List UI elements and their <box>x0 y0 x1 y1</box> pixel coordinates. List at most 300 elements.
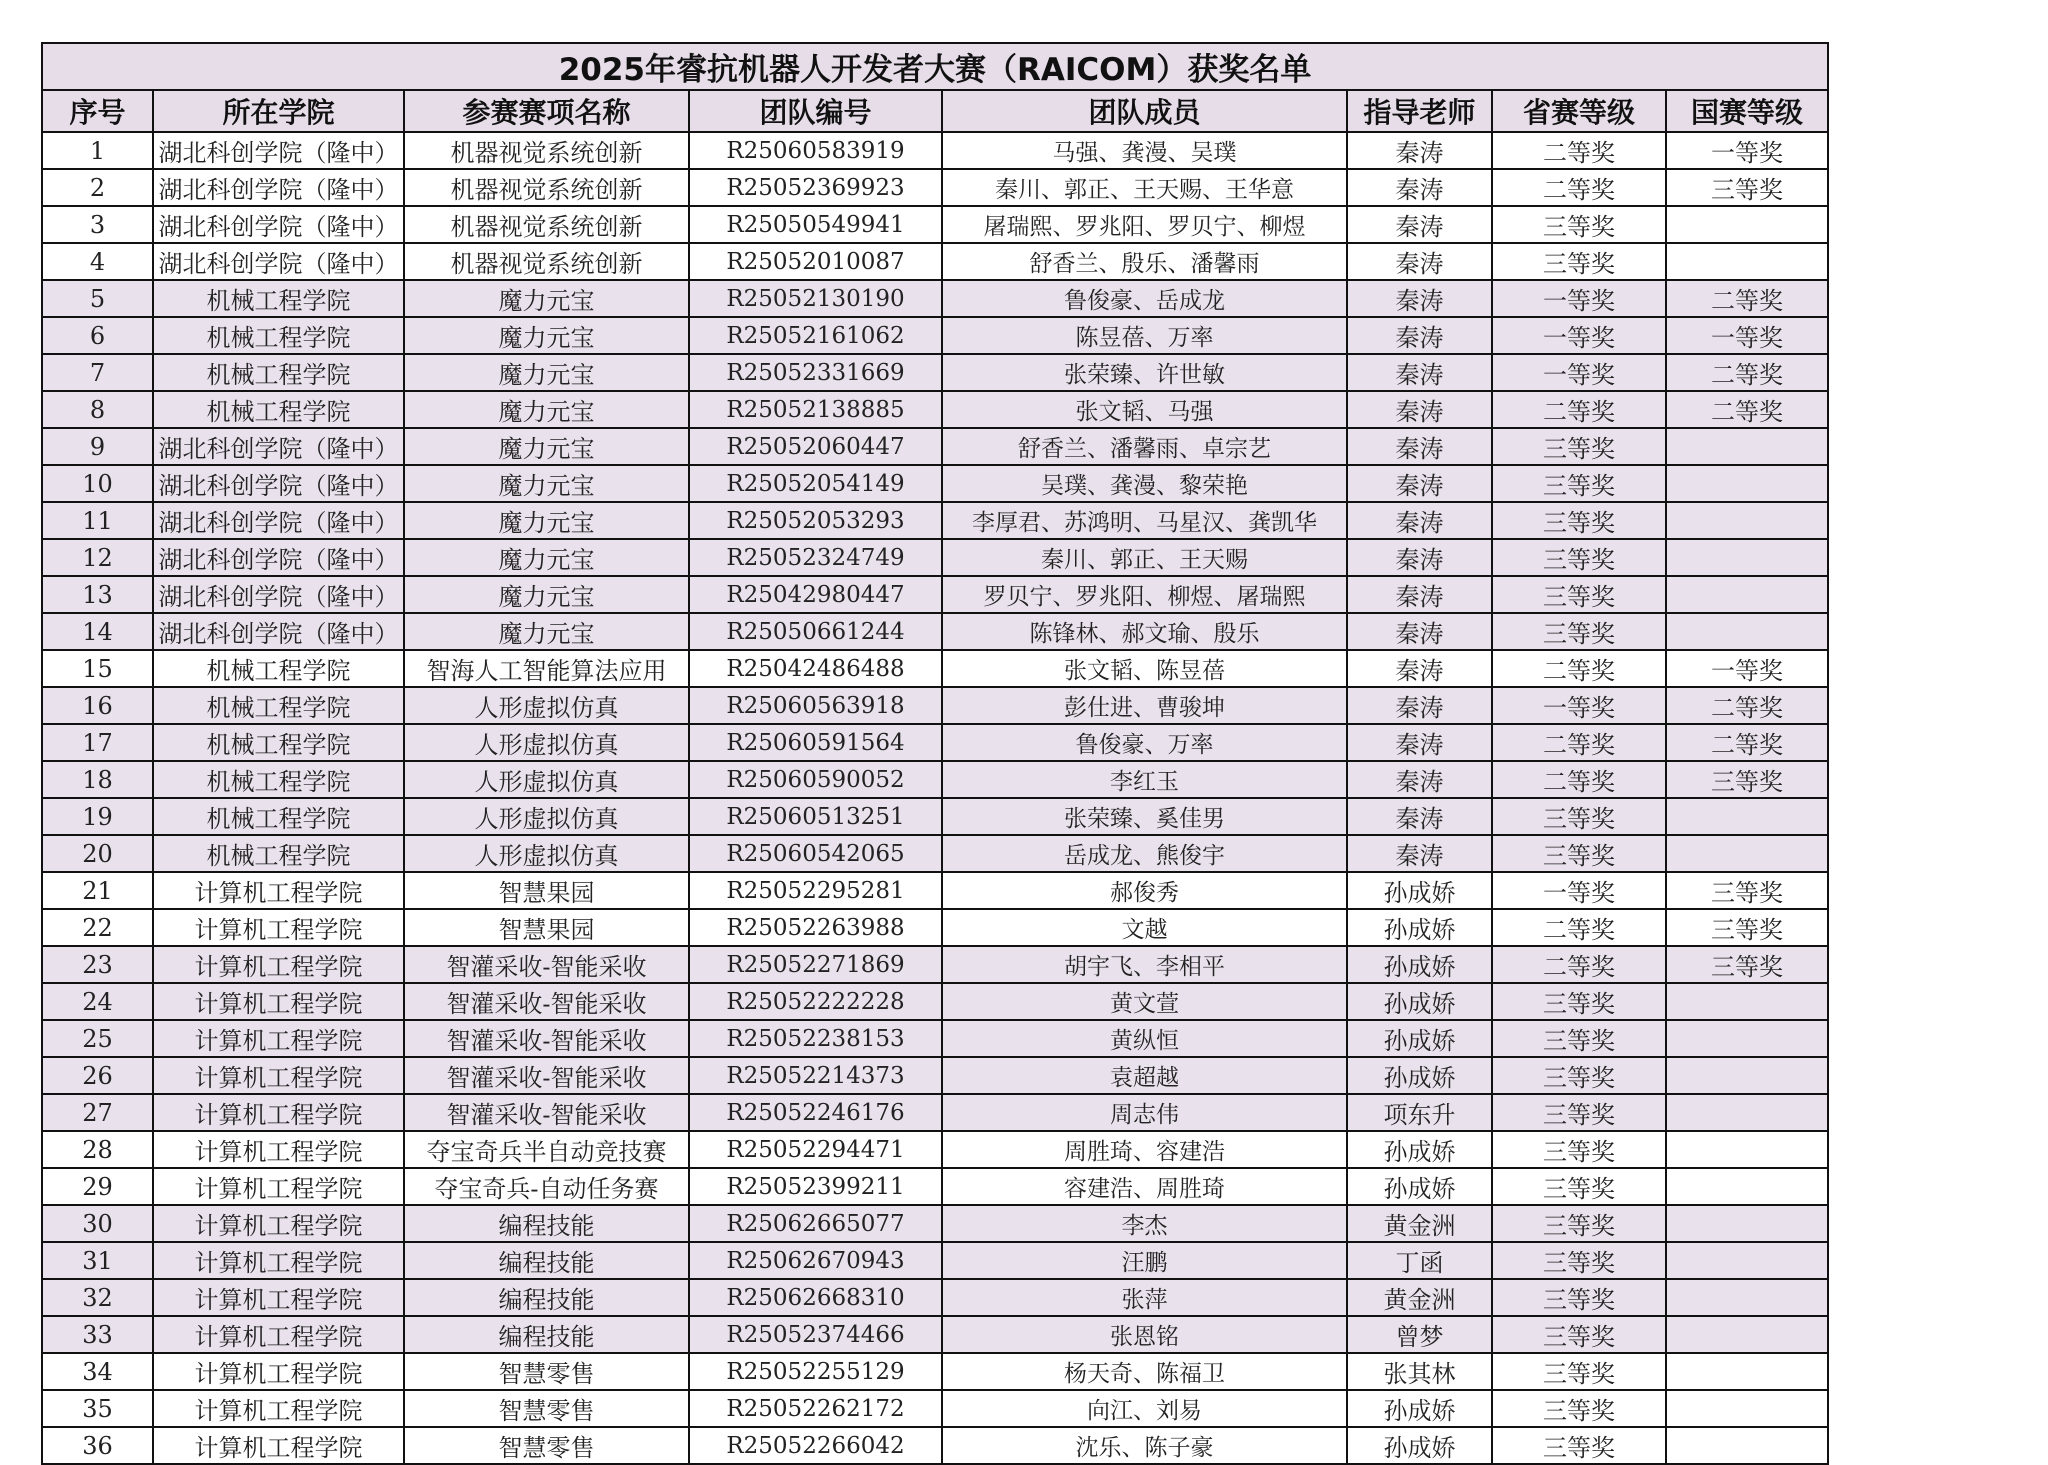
cell-event: 机器视觉系统创新 <box>404 243 689 280</box>
cell-members: 张文韬、陈昱蓓 <box>942 650 1347 687</box>
cell-team-id: R25052238153 <box>689 1020 942 1057</box>
cell-national-level: 二等奖 <box>1666 724 1828 761</box>
table-row <box>42 1353 1828 1390</box>
cell-college: 湖北科创学院（隆中） <box>153 243 404 280</box>
cell-event: 智慧零售 <box>404 1353 689 1390</box>
header-national-level: 国赛等级 <box>1666 90 1828 132</box>
cell-event: 魔力元宝 <box>404 613 689 650</box>
cell-team-id: R25052246176 <box>689 1094 942 1131</box>
cell-college: 机械工程学院 <box>153 391 404 428</box>
cell-event: 编程技能 <box>404 1279 689 1316</box>
cell-no: 24 <box>42 983 153 1020</box>
cell-advisor: 秦涛 <box>1347 132 1492 169</box>
cell-national-level <box>1666 465 1828 502</box>
cell-provincial-level: 一等奖 <box>1492 280 1666 317</box>
cell-advisor: 秦涛 <box>1347 280 1492 317</box>
cell-team-id: R25052138885 <box>689 391 942 428</box>
cell-no: 12 <box>42 539 153 576</box>
cell-no: 34 <box>42 1353 153 1390</box>
cell-team-id: R25052324749 <box>689 539 942 576</box>
cell-no: 5 <box>42 280 153 317</box>
cell-provincial-level: 三等奖 <box>1492 835 1666 872</box>
cell-college: 机械工程学院 <box>153 354 404 391</box>
cell-provincial-level: 三等奖 <box>1492 1020 1666 1057</box>
cell-provincial-level: 一等奖 <box>1492 872 1666 909</box>
cell-event: 人形虚拟仿真 <box>404 798 689 835</box>
cell-national-level <box>1666 983 1828 1020</box>
table-row <box>42 1316 1828 1353</box>
cell-team-id: R25052214373 <box>689 1057 942 1094</box>
cell-advisor: 孙成娇 <box>1347 872 1492 909</box>
cell-provincial-level: 一等奖 <box>1492 317 1666 354</box>
cell-team-id: R25042980447 <box>689 576 942 613</box>
cell-members: 岳成龙、熊俊宇 <box>942 835 1347 872</box>
cell-provincial-level: 三等奖 <box>1492 1205 1666 1242</box>
cell-team-id: R25052331669 <box>689 354 942 391</box>
cell-college: 机械工程学院 <box>153 798 404 835</box>
cell-advisor: 秦涛 <box>1347 539 1492 576</box>
cell-national-level <box>1666 1353 1828 1390</box>
cell-college: 计算机工程学院 <box>153 1279 404 1316</box>
cell-team-id: R25060583919 <box>689 132 942 169</box>
cell-team-id: R25042486488 <box>689 650 942 687</box>
cell-members: 袁超越 <box>942 1057 1347 1094</box>
cell-members: 屠瑞熙、罗兆阳、罗贝宁、柳煜 <box>942 206 1347 243</box>
header-members: 团队成员 <box>942 90 1347 132</box>
cell-no: 29 <box>42 1168 153 1205</box>
header-provincial-level: 省赛等级 <box>1492 90 1666 132</box>
cell-event: 编程技能 <box>404 1242 689 1279</box>
cell-college: 湖北科创学院（隆中） <box>153 206 404 243</box>
cell-no: 14 <box>42 613 153 650</box>
cell-team-id: R25060590052 <box>689 761 942 798</box>
cell-national-level <box>1666 428 1828 465</box>
cell-college: 计算机工程学院 <box>153 983 404 1020</box>
cell-team-id: R25052054149 <box>689 465 942 502</box>
table-row <box>42 354 1828 391</box>
cell-members: 沈乐、陈子豪 <box>942 1427 1347 1464</box>
cell-national-level <box>1666 1427 1828 1464</box>
cell-team-id: R25052369923 <box>689 169 942 206</box>
cell-members: 吴璞、龚漫、黎荣艳 <box>942 465 1347 502</box>
cell-advisor: 秦涛 <box>1347 724 1492 761</box>
cell-provincial-level: 三等奖 <box>1492 576 1666 613</box>
table-row <box>42 650 1828 687</box>
cell-advisor: 孙成娇 <box>1347 1057 1492 1094</box>
cell-no: 35 <box>42 1390 153 1427</box>
cell-provincial-level: 三等奖 <box>1492 798 1666 835</box>
table-row <box>42 1390 1828 1427</box>
cell-provincial-level: 一等奖 <box>1492 354 1666 391</box>
table-row <box>42 502 1828 539</box>
table-row <box>42 946 1828 983</box>
table-row <box>42 1020 1828 1057</box>
table-row <box>42 835 1828 872</box>
cell-no: 10 <box>42 465 153 502</box>
cell-event: 魔力元宝 <box>404 576 689 613</box>
cell-event: 魔力元宝 <box>404 502 689 539</box>
cell-provincial-level: 三等奖 <box>1492 1057 1666 1094</box>
cell-members: 杨天奇、陈福卫 <box>942 1353 1347 1390</box>
cell-advisor: 孙成娇 <box>1347 1020 1492 1057</box>
cell-advisor: 秦涛 <box>1347 687 1492 724</box>
cell-members: 鲁俊豪、万率 <box>942 724 1347 761</box>
cell-no: 28 <box>42 1131 153 1168</box>
cell-college: 计算机工程学院 <box>153 1205 404 1242</box>
cell-advisor: 孙成娇 <box>1347 909 1492 946</box>
cell-provincial-level: 三等奖 <box>1492 1427 1666 1464</box>
cell-members: 鲁俊豪、岳成龙 <box>942 280 1347 317</box>
cell-advisor: 秦涛 <box>1347 317 1492 354</box>
cell-advisor: 秦涛 <box>1347 428 1492 465</box>
cell-team-id: R25052130190 <box>689 280 942 317</box>
cell-national-level <box>1666 798 1828 835</box>
cell-provincial-level: 三等奖 <box>1492 1131 1666 1168</box>
cell-no: 9 <box>42 428 153 465</box>
cell-no: 18 <box>42 761 153 798</box>
cell-advisor: 秦涛 <box>1347 243 1492 280</box>
table-row <box>42 132 1828 169</box>
cell-advisor: 孙成娇 <box>1347 1427 1492 1464</box>
cell-members: 张恩铭 <box>942 1316 1347 1353</box>
cell-no: 23 <box>42 946 153 983</box>
cell-provincial-level: 三等奖 <box>1492 613 1666 650</box>
cell-team-id: R25052255129 <box>689 1353 942 1390</box>
cell-college: 机械工程学院 <box>153 724 404 761</box>
cell-team-id: R25052399211 <box>689 1168 942 1205</box>
cell-advisor: 秦涛 <box>1347 650 1492 687</box>
cell-no: 26 <box>42 1057 153 1094</box>
cell-event: 编程技能 <box>404 1205 689 1242</box>
cell-college: 计算机工程学院 <box>153 872 404 909</box>
cell-event: 魔力元宝 <box>404 465 689 502</box>
cell-members: 张萍 <box>942 1279 1347 1316</box>
cell-team-id: R25060513251 <box>689 798 942 835</box>
cell-college: 湖北科创学院（隆中） <box>153 428 404 465</box>
cell-college: 湖北科创学院（隆中） <box>153 465 404 502</box>
table-row <box>42 206 1828 243</box>
cell-provincial-level: 二等奖 <box>1492 132 1666 169</box>
cell-team-id: R25052266042 <box>689 1427 942 1464</box>
cell-college: 计算机工程学院 <box>153 1020 404 1057</box>
cell-members: 陈锋林、郝文瑜、殷乐 <box>942 613 1347 650</box>
cell-event: 智慧零售 <box>404 1427 689 1464</box>
cell-national-level: 二等奖 <box>1666 391 1828 428</box>
cell-college: 机械工程学院 <box>153 835 404 872</box>
cell-team-id: R25052374466 <box>689 1316 942 1353</box>
cell-advisor: 孙成娇 <box>1347 1131 1492 1168</box>
cell-team-id: R25062665077 <box>689 1205 942 1242</box>
cell-event: 智慧零售 <box>404 1390 689 1427</box>
cell-national-level <box>1666 1168 1828 1205</box>
cell-national-level: 三等奖 <box>1666 909 1828 946</box>
cell-event: 人形虚拟仿真 <box>404 761 689 798</box>
table-row <box>42 1057 1828 1094</box>
cell-event: 机器视觉系统创新 <box>404 169 689 206</box>
cell-provincial-level: 三等奖 <box>1492 1316 1666 1353</box>
cell-national-level <box>1666 613 1828 650</box>
cell-members: 周志伟 <box>942 1094 1347 1131</box>
cell-advisor: 孙成娇 <box>1347 1390 1492 1427</box>
cell-national-level: 一等奖 <box>1666 650 1828 687</box>
cell-event: 魔力元宝 <box>404 391 689 428</box>
cell-advisor: 秦涛 <box>1347 169 1492 206</box>
cell-event: 魔力元宝 <box>404 428 689 465</box>
cell-advisor: 秦涛 <box>1347 465 1492 502</box>
cell-advisor: 秦涛 <box>1347 576 1492 613</box>
cell-members: 舒香兰、殷乐、潘馨雨 <box>942 243 1347 280</box>
cell-college: 湖北科创学院（隆中） <box>153 169 404 206</box>
header-event: 参赛赛项名称 <box>404 90 689 132</box>
cell-advisor: 曾梦 <box>1347 1316 1492 1353</box>
table-row <box>42 465 1828 502</box>
cell-event: 魔力元宝 <box>404 280 689 317</box>
cell-college: 计算机工程学院 <box>153 1168 404 1205</box>
cell-national-level <box>1666 1057 1828 1094</box>
table-row <box>42 169 1828 206</box>
cell-members: 秦川、郭正、王天赐 <box>942 539 1347 576</box>
cell-event: 智灌采收-智能采收 <box>404 983 689 1020</box>
table-row <box>42 761 1828 798</box>
cell-members: 张荣臻、许世敏 <box>942 354 1347 391</box>
table-row <box>42 1094 1828 1131</box>
cell-provincial-level: 三等奖 <box>1492 502 1666 539</box>
cell-members: 张文韬、马强 <box>942 391 1347 428</box>
cell-provincial-level: 二等奖 <box>1492 909 1666 946</box>
cell-team-id: R25052222228 <box>689 983 942 1020</box>
cell-no: 6 <box>42 317 153 354</box>
cell-provincial-level: 二等奖 <box>1492 650 1666 687</box>
cell-team-id: R25050549941 <box>689 206 942 243</box>
table-row <box>42 1427 1828 1464</box>
cell-provincial-level: 三等奖 <box>1492 1353 1666 1390</box>
cell-event: 人形虚拟仿真 <box>404 835 689 872</box>
cell-no: 30 <box>42 1205 153 1242</box>
cell-college: 机械工程学院 <box>153 650 404 687</box>
cell-college: 机械工程学院 <box>153 317 404 354</box>
header-college: 所在学院 <box>153 90 404 132</box>
cell-no: 7 <box>42 354 153 391</box>
cell-national-level: 一等奖 <box>1666 132 1828 169</box>
cell-national-level: 二等奖 <box>1666 354 1828 391</box>
header-row <box>42 90 1828 132</box>
cell-event: 魔力元宝 <box>404 317 689 354</box>
cell-event: 夺宝奇兵半自动竞技赛 <box>404 1131 689 1168</box>
cell-national-level <box>1666 1390 1828 1427</box>
cell-college: 计算机工程学院 <box>153 1094 404 1131</box>
cell-members: 容建浩、周胜琦 <box>942 1168 1347 1205</box>
cell-team-id: R25060591564 <box>689 724 942 761</box>
cell-national-level <box>1666 243 1828 280</box>
cell-advisor: 秦涛 <box>1347 613 1492 650</box>
cell-college: 湖北科创学院（隆中） <box>153 576 404 613</box>
cell-members: 汪鹏 <box>942 1242 1347 1279</box>
cell-advisor: 黄金洲 <box>1347 1205 1492 1242</box>
cell-no: 17 <box>42 724 153 761</box>
cell-college: 计算机工程学院 <box>153 946 404 983</box>
header-team-id: 团队编号 <box>689 90 942 132</box>
cell-members: 李杰 <box>942 1205 1347 1242</box>
cell-no: 2 <box>42 169 153 206</box>
cell-national-level <box>1666 1316 1828 1353</box>
cell-national-level: 三等奖 <box>1666 872 1828 909</box>
cell-event: 机器视觉系统创新 <box>404 132 689 169</box>
table-row <box>42 539 1828 576</box>
cell-college: 计算机工程学院 <box>153 1316 404 1353</box>
cell-event: 智慧果园 <box>404 872 689 909</box>
table-row <box>42 317 1828 354</box>
cell-provincial-level: 二等奖 <box>1492 391 1666 428</box>
cell-provincial-level: 三等奖 <box>1492 1242 1666 1279</box>
cell-event: 魔力元宝 <box>404 354 689 391</box>
cell-team-id: R25052271869 <box>689 946 942 983</box>
cell-college: 计算机工程学院 <box>153 1057 404 1094</box>
cell-provincial-level: 三等奖 <box>1492 1094 1666 1131</box>
cell-college: 机械工程学院 <box>153 687 404 724</box>
table-row <box>42 909 1828 946</box>
cell-members: 李厚君、苏鸿明、马星汉、龚凯华 <box>942 502 1347 539</box>
cell-advisor: 黄金洲 <box>1347 1279 1492 1316</box>
cell-members: 周胜琦、容建浩 <box>942 1131 1347 1168</box>
cell-college: 湖北科创学院（隆中） <box>153 132 404 169</box>
table-row <box>42 576 1828 613</box>
cell-event: 智灌采收-智能采收 <box>404 946 689 983</box>
cell-no: 31 <box>42 1242 153 1279</box>
cell-event: 魔力元宝 <box>404 539 689 576</box>
cell-team-id: R25052295281 <box>689 872 942 909</box>
cell-event: 人形虚拟仿真 <box>404 724 689 761</box>
cell-no: 1 <box>42 132 153 169</box>
table-row <box>42 872 1828 909</box>
cell-team-id: R25060563918 <box>689 687 942 724</box>
cell-national-level <box>1666 1094 1828 1131</box>
cell-team-id: R25052262172 <box>689 1390 942 1427</box>
cell-event: 智灌采收-智能采收 <box>404 1094 689 1131</box>
cell-national-level <box>1666 502 1828 539</box>
cell-team-id: R25052053293 <box>689 502 942 539</box>
cell-no: 11 <box>42 502 153 539</box>
cell-no: 13 <box>42 576 153 613</box>
cell-members: 文越 <box>942 909 1347 946</box>
cell-national-level: 一等奖 <box>1666 317 1828 354</box>
cell-national-level <box>1666 1020 1828 1057</box>
cell-event: 人形虚拟仿真 <box>404 687 689 724</box>
cell-advisor: 秦涛 <box>1347 835 1492 872</box>
cell-college: 湖北科创学院（隆中） <box>153 539 404 576</box>
cell-advisor: 秦涛 <box>1347 761 1492 798</box>
table-row <box>42 280 1828 317</box>
cell-members: 马强、龚漫、吴璞 <box>942 132 1347 169</box>
cell-advisor: 秦涛 <box>1347 354 1492 391</box>
cell-no: 8 <box>42 391 153 428</box>
cell-no: 15 <box>42 650 153 687</box>
cell-national-level <box>1666 1279 1828 1316</box>
cell-team-id: R25052161062 <box>689 317 942 354</box>
cell-event: 编程技能 <box>404 1316 689 1353</box>
table-row <box>42 1205 1828 1242</box>
cell-no: 16 <box>42 687 153 724</box>
cell-no: 32 <box>42 1279 153 1316</box>
cell-college: 计算机工程学院 <box>153 1390 404 1427</box>
cell-national-level: 三等奖 <box>1666 946 1828 983</box>
cell-national-level: 三等奖 <box>1666 761 1828 798</box>
cell-event: 夺宝奇兵-自动任务赛 <box>404 1168 689 1205</box>
cell-members: 李红玉 <box>942 761 1347 798</box>
cell-event: 智慧果园 <box>404 909 689 946</box>
cell-college: 湖北科创学院（隆中） <box>153 613 404 650</box>
cell-provincial-level: 二等奖 <box>1492 724 1666 761</box>
cell-advisor: 秦涛 <box>1347 798 1492 835</box>
header-advisor: 指导老师 <box>1347 90 1492 132</box>
cell-advisor: 孙成娇 <box>1347 983 1492 1020</box>
cell-event: 智灌采收-智能采收 <box>404 1020 689 1057</box>
cell-national-level: 三等奖 <box>1666 169 1828 206</box>
table-row <box>42 1242 1828 1279</box>
cell-college: 计算机工程学院 <box>153 1353 404 1390</box>
cell-provincial-level: 三等奖 <box>1492 465 1666 502</box>
cell-advisor: 丁函 <box>1347 1242 1492 1279</box>
cell-no: 3 <box>42 206 153 243</box>
cell-members: 陈昱蓓、万率 <box>942 317 1347 354</box>
cell-advisor: 秦涛 <box>1347 391 1492 428</box>
cell-national-level: 二等奖 <box>1666 687 1828 724</box>
table-row <box>42 724 1828 761</box>
cell-advisor: 秦涛 <box>1347 502 1492 539</box>
cell-team-id: R25060542065 <box>689 835 942 872</box>
cell-provincial-level: 二等奖 <box>1492 761 1666 798</box>
cell-national-level: 二等奖 <box>1666 280 1828 317</box>
cell-provincial-level: 三等奖 <box>1492 1390 1666 1427</box>
table-row <box>42 428 1828 465</box>
header-no: 序号 <box>42 90 153 132</box>
cell-no: 33 <box>42 1316 153 1353</box>
cell-advisor: 秦涛 <box>1347 206 1492 243</box>
cell-members: 舒香兰、潘馨雨、卓宗艺 <box>942 428 1347 465</box>
award-list-table <box>41 42 1829 1465</box>
cell-provincial-level: 三等奖 <box>1492 539 1666 576</box>
table-row <box>42 983 1828 1020</box>
cell-national-level <box>1666 1131 1828 1168</box>
cell-college: 计算机工程学院 <box>153 1427 404 1464</box>
table-row <box>42 1279 1828 1316</box>
cell-college: 湖北科创学院（隆中） <box>153 502 404 539</box>
cell-national-level <box>1666 539 1828 576</box>
cell-college: 计算机工程学院 <box>153 1242 404 1279</box>
cell-college: 计算机工程学院 <box>153 1131 404 1168</box>
table-row <box>42 613 1828 650</box>
cell-national-level <box>1666 576 1828 613</box>
cell-members: 彭仕进、曹骏坤 <box>942 687 1347 724</box>
cell-college: 计算机工程学院 <box>153 909 404 946</box>
cell-event: 智海人工智能算法应用 <box>404 650 689 687</box>
cell-no: 27 <box>42 1094 153 1131</box>
cell-advisor: 张其林 <box>1347 1353 1492 1390</box>
cell-team-id: R25052010087 <box>689 243 942 280</box>
cell-members: 胡宇飞、李相平 <box>942 946 1347 983</box>
cell-no: 20 <box>42 835 153 872</box>
cell-provincial-level: 三等奖 <box>1492 1168 1666 1205</box>
cell-team-id: R25052263988 <box>689 909 942 946</box>
cell-provincial-level: 三等奖 <box>1492 243 1666 280</box>
table-row <box>42 243 1828 280</box>
cell-team-id: R25052294471 <box>689 1131 942 1168</box>
cell-national-level <box>1666 1242 1828 1279</box>
cell-team-id: R25050661244 <box>689 613 942 650</box>
table-row <box>42 687 1828 724</box>
cell-provincial-level: 二等奖 <box>1492 946 1666 983</box>
cell-provincial-level: 一等奖 <box>1492 687 1666 724</box>
table-row <box>42 1131 1828 1168</box>
